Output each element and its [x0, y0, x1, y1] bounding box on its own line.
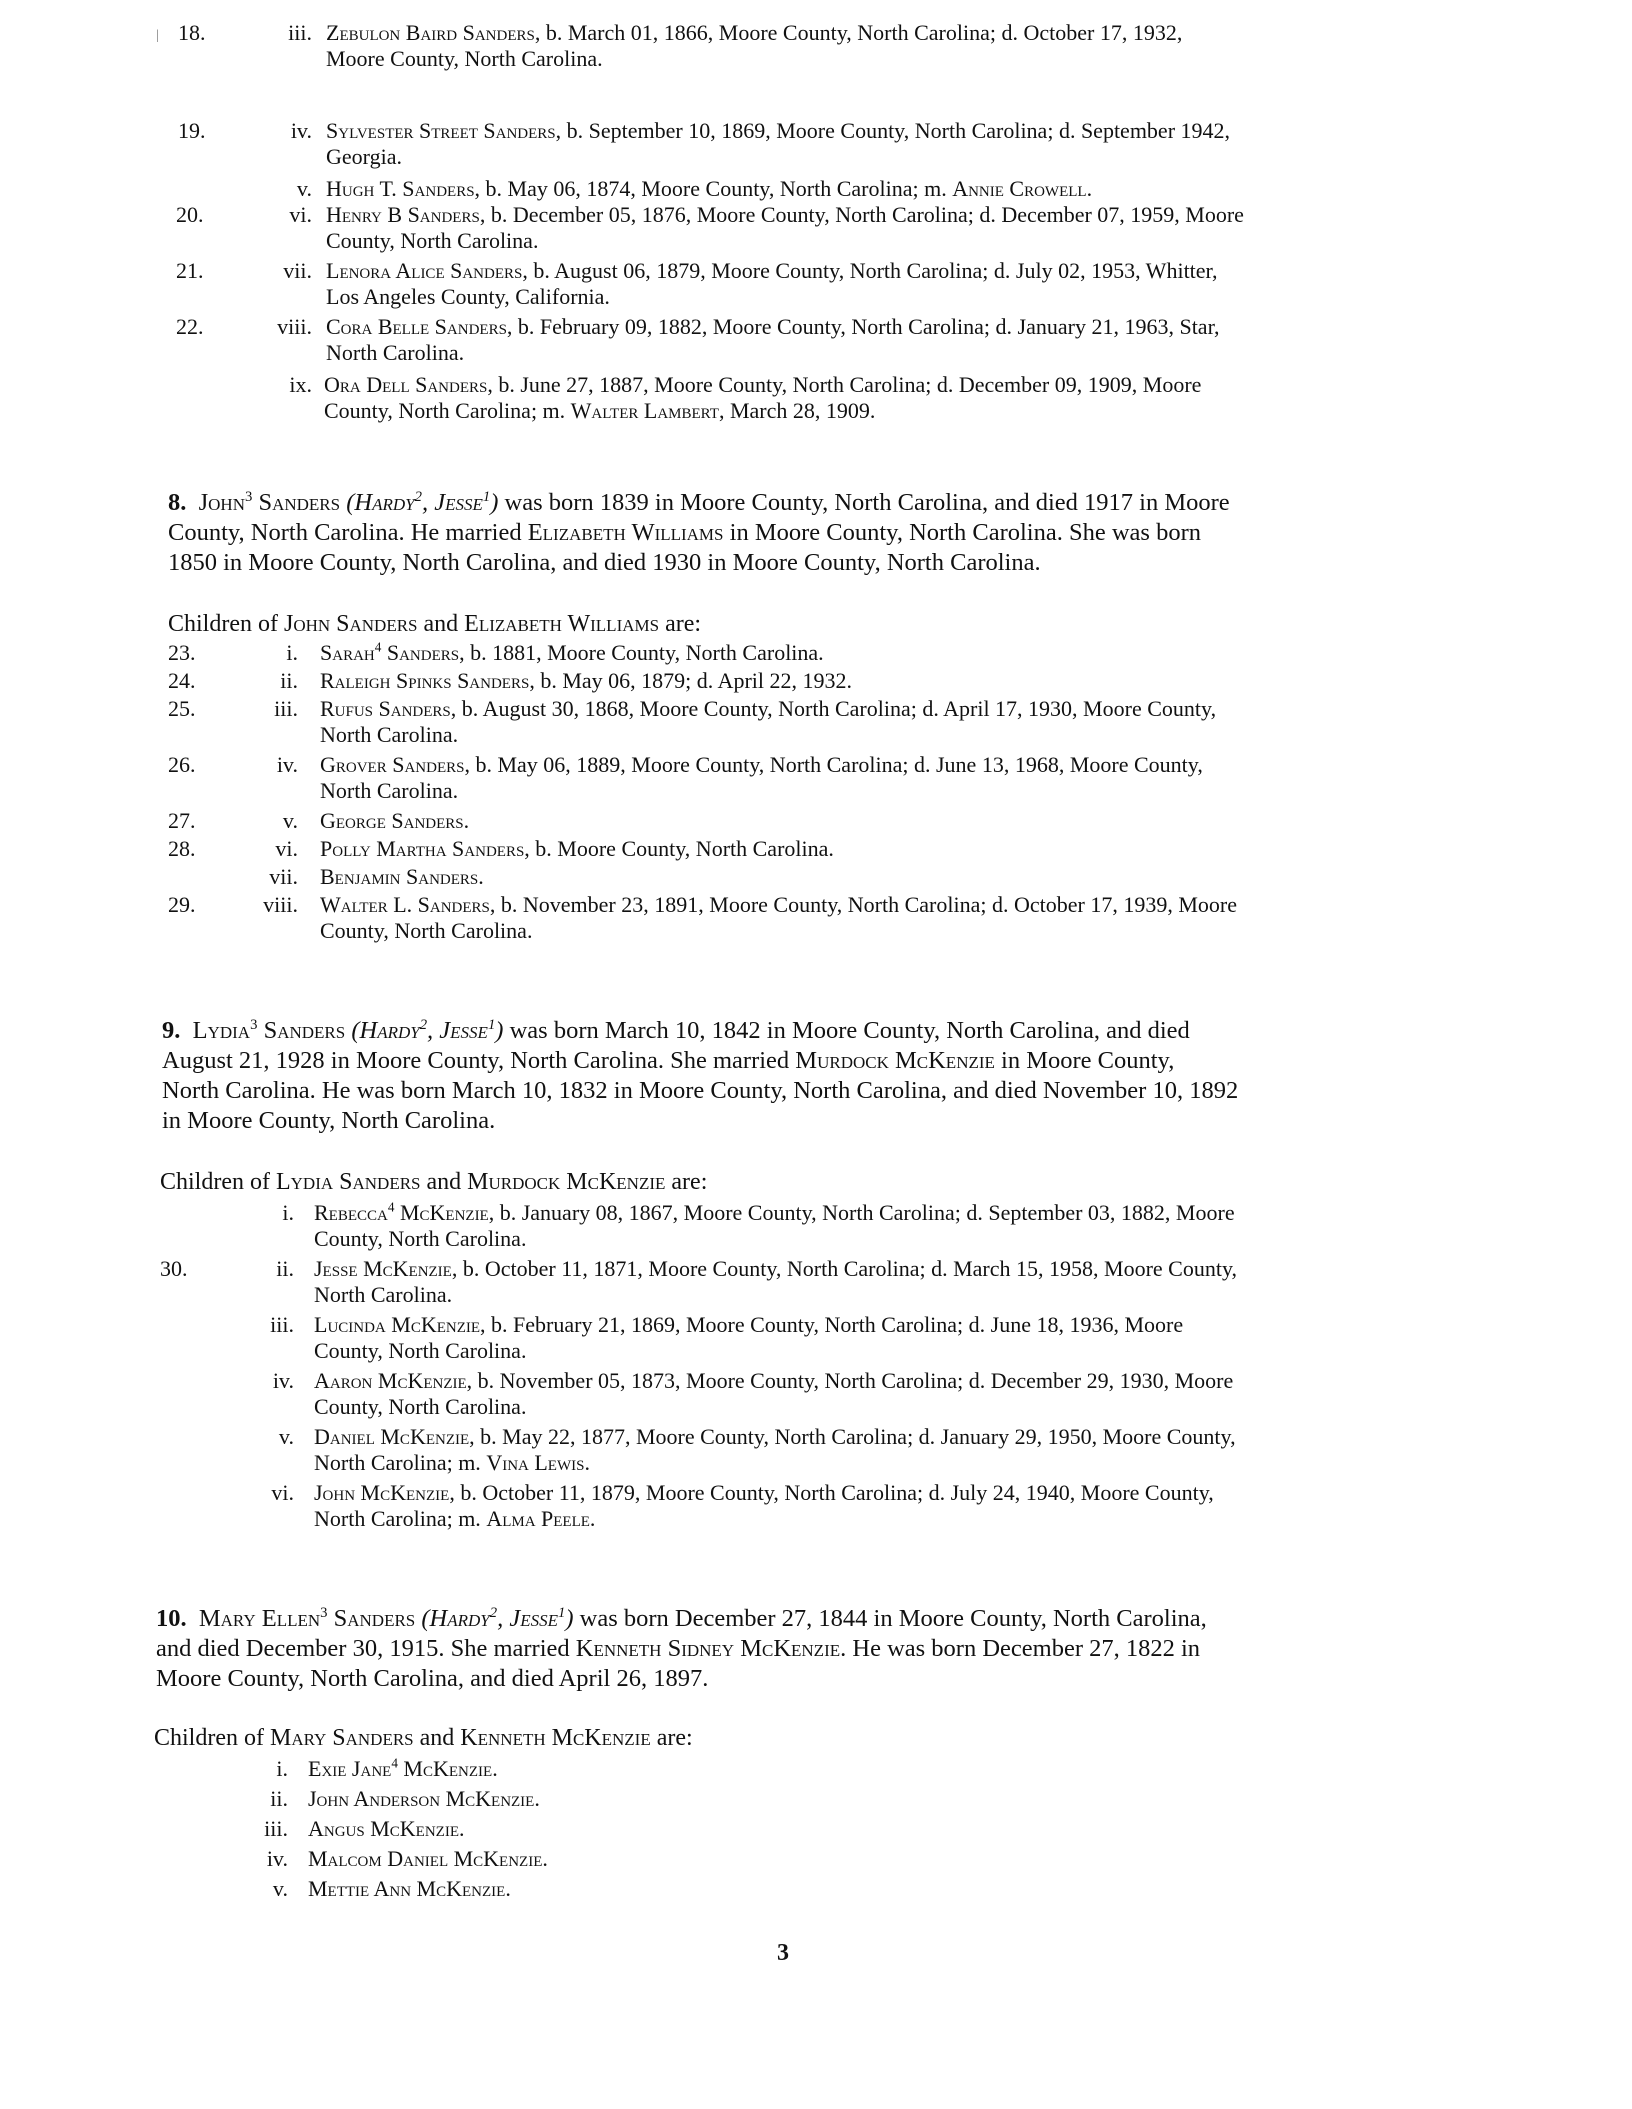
child-roman: iii. — [274, 696, 298, 721]
child-details: , b. August 06, 1879, Moore County, North Carolina; d. July 02, 1953, Whitter, — [522, 258, 1218, 283]
heading-text: are: — [650, 1725, 693, 1751]
child-details-cont: Moore County, North Carolina. — [326, 46, 603, 71]
child-details-tail: . — [589, 1506, 596, 1531]
child-surname: Sanders — [381, 640, 460, 665]
child-name: George Sanders — [320, 808, 464, 833]
child-roman: i. — [286, 640, 298, 665]
child-details-cont: County, North Carolina; m. — [324, 398, 571, 423]
person-surname: Sanders — [333, 1605, 416, 1632]
lineage-grandparent: Jesse — [434, 489, 483, 516]
entry-number: 9. — [162, 1017, 181, 1044]
spouse-name: Murdock McKenzie — [795, 1047, 995, 1074]
child-name: Lucinda McKenzie — [314, 1312, 481, 1337]
child-spouse: Annie Crowell — [952, 176, 1087, 201]
generation-sup: 2 — [414, 488, 422, 505]
child-details: , b. February 21, 1869, Moore County, North Carolina; d. June 18, 1936, Moore — [480, 1312, 1184, 1337]
child-spouse: Walter Lambert — [570, 398, 719, 423]
child-ref-number: 22. — [176, 314, 204, 339]
child-roman: vii. — [283, 258, 312, 283]
child-roman: ix. — [289, 372, 312, 397]
person-name: John — [198, 489, 245, 516]
child-name: Daniel McKenzie — [314, 1424, 470, 1449]
child-ref-number: 25. — [168, 696, 196, 721]
lineage-parent: Hardy — [359, 1017, 420, 1044]
entry-number: 8. — [168, 489, 187, 516]
heading-text: and — [417, 611, 465, 637]
child-roman: vi. — [271, 1480, 294, 1505]
heading-text: and — [420, 1169, 468, 1195]
generation-sup: 2 — [489, 1604, 498, 1621]
entry-number: 10. — [156, 1605, 187, 1632]
child-details-cont: North Carolina; m. — [314, 1506, 487, 1531]
child-details-cont: North Carolina. — [314, 1282, 453, 1307]
child-roman: v. — [278, 1424, 294, 1449]
child-roman: iii. — [270, 1312, 294, 1337]
child-name: Rebecca — [314, 1200, 388, 1225]
child-spouse: Vina Lewis — [486, 1450, 585, 1475]
child-details-cont: North Carolina; m. — [314, 1450, 487, 1475]
child-details-cont: County, North Carolina. — [314, 1338, 527, 1363]
person-surname: Sanders — [258, 489, 341, 516]
child-name: Grover Sanders — [320, 752, 465, 777]
child-roman: iv. — [276, 752, 298, 777]
child-name: Exie Jane — [308, 1756, 392, 1781]
child-roman: i. — [282, 1200, 294, 1225]
child-name: Mettie Ann McKenzie — [308, 1876, 506, 1901]
child-spouse: Alma Peele — [486, 1506, 590, 1531]
generation-sup: 1 — [487, 1016, 496, 1033]
child-details-cont: North Carolina. — [320, 722, 459, 747]
child-roman: i. — [276, 1756, 288, 1781]
person-name: Mary Ellen — [198, 1605, 321, 1632]
lineage-parent: Hardy — [429, 1605, 490, 1632]
child-ref-number: 28. — [168, 836, 196, 861]
heading-text: are: — [659, 611, 702, 637]
generation-sup: 1 — [482, 488, 491, 505]
child-ref-number: 24. — [168, 668, 196, 693]
generation-sup: 4 — [391, 1755, 398, 1771]
child-name: Jesse McKenzie — [314, 1256, 452, 1281]
child-name: Benjamin Sanders — [320, 864, 479, 889]
child-details: . — [463, 808, 470, 833]
child-roman: viii. — [277, 314, 312, 339]
parent-name: Lydia Sanders — [275, 1169, 421, 1195]
child-details: , b. 1881, Moore County, North Carolina. — [459, 640, 824, 665]
child-roman: vi. — [289, 202, 312, 227]
child-name: Henry B Sanders — [326, 202, 480, 227]
child-details-cont: County, North Carolina. — [314, 1394, 527, 1419]
child-details-cont: Los Angeles County, California. — [326, 284, 610, 309]
heading-text: Children of — [154, 1725, 270, 1751]
section-9-bio: 9. Lydia$^3$ Sanders (Hardy$^2$, Jesse$^1$) was born March 10, 1842 in Moore County, North Carolina, and died August 21, 1928 in Moore County, North Carolina. She married Murdock McKenzie in Moore County, North Carolina. He was born March 10, 1832 in Moore County, North Carolina, and died November 10, 1892 in Moore County, North Carolina. — [162, 1016, 1239, 1134]
child-roman: ii. — [276, 1256, 294, 1281]
child-name: Ora Dell Sanders — [324, 372, 488, 397]
punctuation: . — [1086, 176, 1093, 201]
spouse-name: Kenneth Sidney McKenzie — [575, 1635, 841, 1662]
child-details: , b. May 06, 1874, Moore County, North Carolina; m. — [474, 176, 953, 201]
child-name: Polly Martha Sanders — [320, 836, 525, 861]
child-roman: v. — [296, 176, 312, 201]
spouse-name: Elizabeth Williams — [527, 519, 724, 546]
parent-name: Mary Sanders — [269, 1725, 414, 1751]
generation-sup: 3 — [245, 488, 253, 505]
child-roman: ii. — [270, 1786, 288, 1811]
child-ref-number: 21. — [176, 258, 204, 283]
child-details: , b. August 30, 1868, Moore County, North Carolina; d. April 17, 1930, Moore County, — [450, 696, 1217, 721]
child-details: , b. October 11, 1871, Moore County, North Carolina; d. March 15, 1958, Moore County, — [451, 1256, 1238, 1281]
child-details: , b. May 22, 1877, Moore County, North Carolina; d. January 29, 1950, Moore County, — [469, 1424, 1236, 1449]
heading-text: Children of — [168, 611, 284, 637]
child-roman: viii. — [263, 892, 298, 917]
child-name: Angus McKenzie — [308, 1816, 459, 1841]
child-details: . — [505, 1876, 511, 1901]
child-roman: iii. — [264, 1816, 288, 1841]
child-details-tail: . — [584, 1450, 590, 1475]
heading-text: and — [413, 1725, 461, 1751]
generation-sup: 3 — [320, 1604, 328, 1621]
child-name: John McKenzie — [314, 1480, 450, 1505]
child-details: , b. May 06, 1889, Moore County, North Carolina; d. June 13, 1968, Moore County, — [464, 752, 1203, 777]
child-details: . — [534, 1786, 540, 1811]
child-details-tail: , March 28, 1909. — [718, 398, 876, 423]
child-name: Hugh T. Sanders — [326, 176, 475, 201]
child-details-cont: North Carolina. — [320, 778, 459, 803]
child-details-cont: County, North Carolina. — [314, 1226, 527, 1251]
child-details: . — [478, 864, 484, 889]
child-details: , b. March 01, 1866, Moore County, North Carolina; d. October 17, 1932, — [534, 20, 1183, 45]
child-ref-number: 30. — [160, 1256, 188, 1281]
child-ref-number: 20. — [176, 202, 204, 227]
child-roman: iv. — [272, 1368, 294, 1393]
section-10-bio: 10. Mary Ellen$^3$ Sanders (Hardy$^2$, Jesse$^1$) was born December 27, 1844 in Moore County, North Carolina, and died December 30, 1915. She married Kenneth Sidney McKenzie. He was born December 27, 1822 in Moore County, North Carolina, and died April 26, 1897. — [156, 1604, 1207, 1692]
child-roman: iii. — [288, 20, 312, 45]
child-details: , b. October 11, 1879, Moore County, North Carolina; d. July 24, 1940, Moore County, — [449, 1480, 1214, 1505]
scan-mark: | — [156, 28, 159, 43]
child-details: , b. November 23, 1891, Moore County, North Carolina; d. October 17, 1939, Moore — [489, 892, 1237, 917]
child-name: Sylvester Street Sanders — [326, 118, 556, 143]
bio-text: was born 1839 in Moore County, North Carolina, and died 1917 in Moore — [498, 489, 1230, 516]
child-roman: iv. — [290, 118, 312, 143]
bio-text: in Moore County, North Carolina. — [162, 1107, 496, 1134]
child-ref-number: 18. — [178, 20, 206, 45]
parent-name: Elizabeth Williams — [464, 611, 660, 637]
bio-text: 1850 in Moore County, North Carolina, and died 1930 in Moore County, North Carolina. — [168, 549, 1041, 576]
child-ref-number: 29. — [168, 892, 196, 917]
child-name: Cora Belle Sanders — [326, 314, 507, 339]
child-details: , b. May 06, 1879; d. April 22, 1932. — [529, 668, 852, 693]
child-name: Lenora Alice Sanders — [326, 258, 523, 283]
generation-sup: 4 — [374, 639, 382, 655]
bio-text: North Carolina. He was born March 10, 1832 in Moore County, North Carolina, and died November 10, 1892 — [162, 1077, 1239, 1104]
bio-text: in Moore County, — [994, 1047, 1175, 1074]
child-name: Rufus Sanders — [320, 696, 451, 721]
bio-text: County, North Carolina. He married — [168, 519, 528, 546]
child-details-cont: County, North Carolina. — [320, 918, 533, 943]
section-10-children-heading — [154, 1724, 693, 1752]
child-details: , b. Moore County, North Carolina. — [524, 836, 834, 861]
child-details-cont: North Carolina. — [326, 340, 465, 365]
section-8-children-heading — [168, 610, 701, 638]
child-details: . — [542, 1846, 548, 1871]
child-name: Walter L. Sanders — [320, 892, 490, 917]
child-roman: vii. — [269, 864, 298, 889]
child-details: , b. November 05, 1873, Moore County, North Carolina; d. December 29, 1930, Moore — [466, 1368, 1234, 1393]
child-ref-number: 19. — [178, 118, 206, 143]
child-name: John Anderson McKenzie — [308, 1786, 535, 1811]
child-details: , b. June 27, 1887, Moore County, North Carolina; d. December 09, 1909, Moore — [487, 372, 1202, 397]
generation-sup: 3 — [250, 1016, 258, 1033]
child-name: Malcom Daniel McKenzie — [308, 1846, 543, 1871]
bio-text: . He was born December 27, 1822 in — [840, 1635, 1201, 1662]
bio-text: August 21, 1928 in Moore County, North Carolina. She married — [162, 1047, 796, 1074]
child-details: , b. September 10, 1869, Moore County, North Carolina; d. September 1942, — [555, 118, 1231, 143]
page-number: 3 — [777, 1940, 789, 1966]
parent-name: John Sanders — [283, 611, 418, 637]
section-9-children-heading — [160, 1168, 707, 1196]
bio-text: in Moore County, North Carolina. She was born — [723, 519, 1201, 546]
bio-text: Moore County, North Carolina, and died April 26, 1897. — [156, 1665, 709, 1692]
lineage-grandparent: Jesse — [509, 1605, 558, 1632]
lineage-grandparent: Jesse — [439, 1017, 488, 1044]
heading-text: are: — [665, 1169, 708, 1195]
child-details: , b. December 05, 1876, Moore County, North Carolina; d. December 07, 1959, Moore — [479, 202, 1244, 227]
child-name: Aaron McKenzie — [314, 1368, 467, 1393]
child-roman: ii. — [280, 668, 298, 693]
generation-sup: 2 — [419, 1016, 428, 1033]
child-name: Zebulon Baird Sanders — [326, 20, 535, 45]
section-8-bio: 8. John$^3$ Sanders (Hardy$^2$, Jesse$^1$) was born 1839 in Moore County, North Carolina, and died 1917 in Moore County, North Carolina. He married Elizabeth Williams in Moore County, North Carolina. She was born 1850 in Moore County, North Carolina, and died 1930 in Moore County, North Carolina. — [168, 488, 1230, 576]
heading-text: Children of — [160, 1169, 276, 1195]
child-details: , b. January 08, 1867, Moore County, North Carolina; d. September 03, 1882, Moore — [488, 1200, 1235, 1225]
child-surname: McKenzie — [394, 1200, 489, 1225]
child-details-cont: Georgia. — [326, 144, 402, 169]
bio-text: was born December 27, 1844 in Moore County, North Carolina, — [573, 1605, 1207, 1632]
child-ref-number: 23. — [168, 640, 196, 665]
child-roman: iv. — [266, 1846, 288, 1871]
person-name: Lydia — [192, 1017, 251, 1044]
child-name: Raleigh Spinks Sanders — [320, 668, 530, 693]
person-surname: Sanders — [263, 1017, 346, 1044]
bio-text: was born March 10, 1842 in Moore County, North Carolina, and died — [503, 1017, 1190, 1044]
generation-sup: 1 — [558, 1604, 566, 1621]
child-roman: v. — [282, 808, 298, 833]
parent-name: Kenneth McKenzie — [460, 1725, 651, 1751]
child-roman: v. — [272, 1876, 288, 1901]
parent-name: Murdock McKenzie — [467, 1169, 666, 1195]
generation-sup: 4 — [387, 1199, 395, 1215]
child-ref-number: 27. — [168, 808, 196, 833]
child-ref-number: 26. — [168, 752, 196, 777]
child-details: . — [459, 1816, 465, 1841]
child-details: , b. February 09, 1882, Moore County, North Carolina; d. January 21, 1963, Star, — [506, 314, 1220, 339]
child-name: Sarah — [320, 640, 375, 665]
child-surname: McKenzie — [397, 1756, 493, 1781]
bio-text: and died December 30, 1915. She married — [156, 1635, 576, 1662]
child-details: . — [492, 1756, 498, 1781]
child-roman: vi. — [275, 836, 298, 861]
lineage-parent: Hardy — [354, 489, 415, 516]
child-details-cont: County, North Carolina. — [326, 228, 539, 253]
